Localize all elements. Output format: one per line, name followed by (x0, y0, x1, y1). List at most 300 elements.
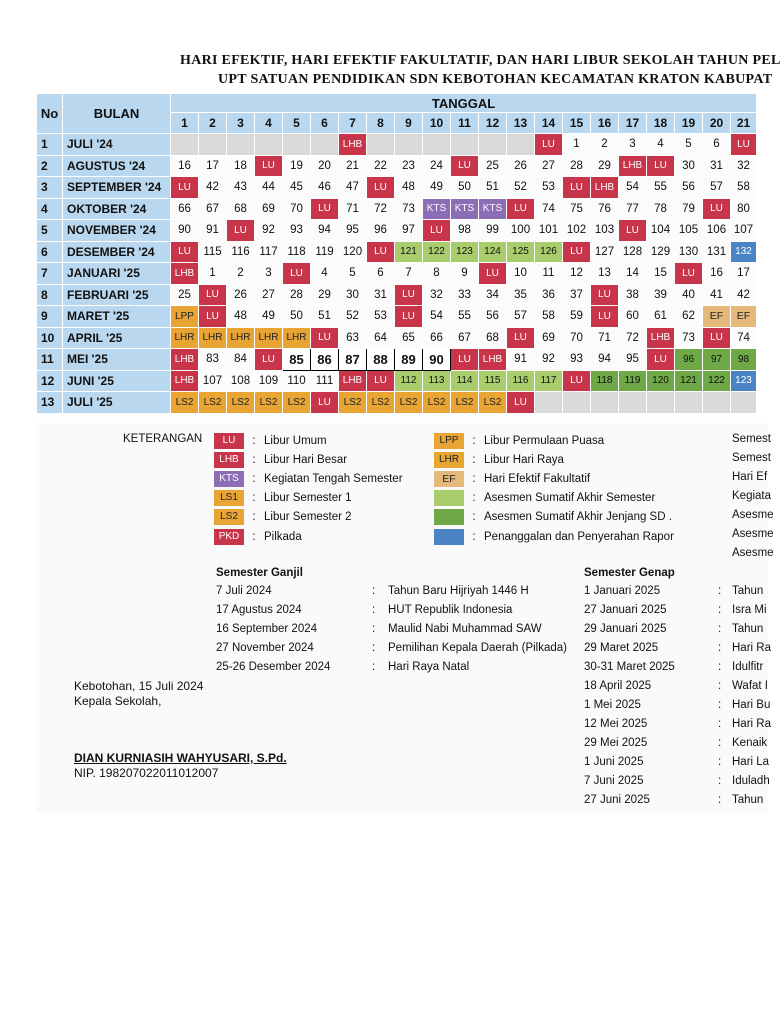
legend-text: Hari Efektif Fakultatif (484, 472, 591, 485)
day-cell: 50 (451, 177, 479, 199)
calendar-row (37, 306, 757, 328)
day-cell: 23 (395, 155, 423, 177)
day-header-13: 13 (507, 113, 535, 134)
day-cell (395, 134, 423, 156)
legend-item (434, 470, 590, 487)
day-cell: 119 (311, 241, 339, 263)
day-cell: 96 (367, 220, 395, 242)
day-cell: 98 (731, 349, 757, 371)
day-cell: 55 (451, 306, 479, 328)
event-description: Hari Ra (732, 718, 771, 730)
day-cell: 73 (395, 198, 423, 220)
day-cell: 87 (339, 349, 367, 371)
day-cell: 33 (451, 284, 479, 306)
event-date: 1 Mei 2025 (584, 699, 641, 711)
event-date: 25-26 Desember 2024 (216, 661, 331, 673)
row-number: 6 (37, 241, 63, 263)
event-date: 12 Mei 2025 (584, 718, 648, 730)
legend-swatch: LHB (214, 452, 244, 468)
legend-colon: : (252, 530, 256, 543)
day-cell: 103 (591, 220, 619, 242)
day-cell: 70 (563, 327, 591, 349)
day-cell: 101 (535, 220, 563, 242)
day-cell: LHR (283, 327, 311, 349)
row-number: 3 (37, 177, 63, 199)
day-cell: LU (367, 177, 395, 199)
day-cell: 125 (507, 241, 535, 263)
day-cell: LU (563, 177, 591, 199)
day-cell: LS2 (199, 392, 227, 414)
calendar-row (37, 155, 757, 177)
day-cell: 57 (703, 177, 731, 199)
day-cell: 69 (255, 198, 283, 220)
day-cell: 129 (647, 241, 675, 263)
day-cell: 11 (535, 263, 563, 285)
legend-colon: : (252, 492, 256, 505)
day-header-2: 2 (199, 113, 227, 134)
day-cell (367, 134, 395, 156)
day-cell: 17 (199, 155, 227, 177)
day-cell: 123 (731, 370, 757, 392)
legend-item (214, 470, 403, 487)
legend-right-text: Semest (732, 433, 771, 445)
day-cell: 32 (423, 284, 451, 306)
legend-label: KETERANGAN (123, 433, 203, 445)
day-cell: 67 (451, 327, 479, 349)
day-cell: 15 (647, 263, 675, 285)
day-cell: 32 (731, 155, 757, 177)
day-cell: 116 (507, 370, 535, 392)
day-cell: LHB (171, 263, 199, 285)
day-cell: 39 (647, 284, 675, 306)
day-cell: 52 (507, 177, 535, 199)
day-cell: LS2 (451, 392, 479, 414)
day-cell: LHB (171, 370, 199, 392)
day-cell: 118 (591, 370, 619, 392)
day-cell: LU (451, 349, 479, 371)
calendar-row (37, 198, 757, 220)
legend-colon: : (472, 434, 476, 447)
day-cell: LS2 (227, 392, 255, 414)
calendar-row (37, 220, 757, 242)
legend-swatch (434, 529, 464, 545)
legend-item (434, 528, 674, 545)
day-cell: 68 (479, 327, 507, 349)
day-cell: LU (647, 155, 675, 177)
day-cell: 95 (339, 220, 367, 242)
day-cell: LHB (619, 155, 647, 177)
day-cell (675, 392, 703, 414)
day-cell: 22 (367, 155, 395, 177)
day-cell: 42 (199, 177, 227, 199)
row-number: 12 (37, 370, 63, 392)
day-cell: 108 (227, 370, 255, 392)
day-header-21: 21 (731, 113, 757, 134)
day-cell: 1 (563, 134, 591, 156)
day-cell: LS2 (423, 392, 451, 414)
event-description: Hari Bu (732, 699, 771, 711)
calendar-row (37, 134, 757, 156)
day-cell: 29 (311, 284, 339, 306)
day-cell: 35 (507, 284, 535, 306)
day-cell: 121 (395, 241, 423, 263)
day-cell: 60 (619, 306, 647, 328)
day-cell: LU (563, 241, 591, 263)
day-header-15: 15 (563, 113, 591, 134)
day-cell: 28 (563, 155, 591, 177)
day-cell: 115 (479, 370, 507, 392)
day-cell: LU (591, 306, 619, 328)
day-cell: 25 (479, 155, 507, 177)
event-date: 18 April 2025 (584, 680, 652, 692)
day-cell: 3 (619, 134, 647, 156)
day-cell (311, 134, 339, 156)
day-cell: 30 (675, 155, 703, 177)
day-cell: 70 (283, 198, 311, 220)
day-cell: 80 (731, 198, 757, 220)
legend-item (214, 509, 352, 526)
day-cell: 59 (563, 306, 591, 328)
day-cell: 115 (199, 241, 227, 263)
day-cell: 57 (507, 306, 535, 328)
day-cell: LU (591, 284, 619, 306)
event-colon: : (718, 661, 722, 673)
day-cell: LU (647, 349, 675, 371)
day-cell: 63 (339, 327, 367, 349)
event-date: 16 September 2024 (216, 623, 318, 635)
event-date: 7 Juli 2024 (216, 585, 272, 597)
legend-text: Pilkada (264, 530, 302, 543)
day-cell: 47 (339, 177, 367, 199)
day-cell: 91 (507, 349, 535, 371)
day-cell: 68 (227, 198, 255, 220)
day-cell (535, 392, 563, 414)
day-cell: 120 (647, 370, 675, 392)
legend-text: Penanggalan dan Penyerahan Rapor (484, 530, 674, 543)
legend-colon: : (472, 453, 476, 466)
row-number: 5 (37, 220, 63, 242)
day-cell: LU (507, 198, 535, 220)
day-cell: 84 (227, 349, 255, 371)
day-header-17: 17 (619, 113, 647, 134)
day-cell: 77 (619, 198, 647, 220)
day-cell: 17 (731, 263, 757, 285)
day-cell: 71 (339, 198, 367, 220)
day-cell: LHB (647, 327, 675, 349)
month-label: JULI '25 (63, 392, 171, 414)
day-cell: LU (675, 263, 703, 285)
calendar-row (37, 327, 757, 349)
legend-item (214, 432, 327, 449)
day-cell: 95 (619, 349, 647, 371)
event-colon: : (372, 661, 376, 673)
day-cell: 66 (171, 198, 199, 220)
day-cell: LHR (227, 327, 255, 349)
title-line-1: HARI EFEKTIF, HARI EFEKTIF FAKULTATIF, DAN HARI LIBUR SEKOLAH TAHUN PEL (180, 53, 781, 68)
header-bulan: BULAN (63, 94, 171, 134)
event-colon: : (718, 604, 722, 616)
day-cell: 43 (227, 177, 255, 199)
day-cell: 109 (255, 370, 283, 392)
day-cell: LHB (339, 134, 367, 156)
day-cell (647, 392, 675, 414)
event-description: Tahun (732, 794, 764, 806)
event-description: Maulid Nabi Muhammad SAW (388, 623, 542, 635)
day-cell: LU (423, 220, 451, 242)
day-cell: 29 (591, 155, 619, 177)
event-description: Tahun Baru Hijriyah 1446 H (388, 585, 529, 597)
day-cell: 5 (339, 263, 367, 285)
month-label: NOVEMBER '24 (63, 220, 171, 242)
event-colon: : (718, 756, 722, 768)
legend-item (214, 490, 352, 507)
day-cell: 100 (507, 220, 535, 242)
legend-colon: : (472, 511, 476, 524)
day-cell: 107 (199, 370, 227, 392)
row-number: 13 (37, 392, 63, 414)
legend-text: Libur Semester 2 (264, 511, 352, 524)
event-colon: : (718, 680, 722, 692)
legend-item (214, 451, 347, 468)
event-date: 27 Juni 2025 (584, 794, 650, 806)
day-cell: 49 (423, 177, 451, 199)
day-cell: LU (451, 155, 479, 177)
row-number: 4 (37, 198, 63, 220)
day-cell: 7 (395, 263, 423, 285)
day-cell: 37 (563, 284, 591, 306)
day-cell: 104 (647, 220, 675, 242)
calendar-row (37, 284, 757, 306)
day-cell: LU (703, 327, 731, 349)
calendar-row (37, 370, 757, 392)
day-cell: LPP (171, 306, 199, 328)
legend-text: Asesmen Sumatif Akhir Jenjang SD . (484, 511, 672, 524)
day-cell: LS2 (255, 392, 283, 414)
day-cell: 5 (675, 134, 703, 156)
day-cell: 73 (675, 327, 703, 349)
day-cell: 122 (423, 241, 451, 263)
day-cell (423, 134, 451, 156)
month-label: DESEMBER '24 (63, 241, 171, 263)
legend-item (214, 528, 302, 545)
day-cell: 130 (675, 241, 703, 263)
legend-swatch: KTS (214, 471, 244, 487)
event-description: Tahun (732, 585, 764, 597)
day-cell: 94 (591, 349, 619, 371)
day-cell (227, 134, 255, 156)
day-cell: 61 (647, 306, 675, 328)
day-header-18: 18 (647, 113, 675, 134)
month-label: JULI '24 (63, 134, 171, 156)
calendar-table (36, 93, 757, 414)
event-colon: : (372, 604, 376, 616)
legend-swatch: PKD (214, 529, 244, 545)
event-date: 27 November 2024 (216, 642, 314, 654)
day-cell: 74 (731, 327, 757, 349)
day-cell: LU (255, 155, 283, 177)
day-header-8: 8 (367, 113, 395, 134)
day-cell: 94 (311, 220, 339, 242)
row-number: 1 (37, 134, 63, 156)
day-cell: 20 (311, 155, 339, 177)
day-cell: 78 (647, 198, 675, 220)
semester-ganjil-title: Semester Ganjil (216, 567, 303, 579)
day-cell: 2 (227, 263, 255, 285)
calendar-row (37, 263, 757, 285)
day-cell (283, 134, 311, 156)
day-cell: LU (395, 284, 423, 306)
day-cell: 97 (703, 349, 731, 371)
day-cell: LHB (479, 349, 507, 371)
event-description: Iduladh (732, 775, 770, 787)
day-cell: LU (535, 134, 563, 156)
semester-genap-title: Semester Genap (584, 567, 675, 579)
day-cell: EF (703, 306, 731, 328)
day-cell: 26 (227, 284, 255, 306)
legend-text: Kegiatan Tengah Semester (264, 472, 403, 485)
day-cell: 44 (255, 177, 283, 199)
day-cell: 45 (283, 177, 311, 199)
day-cell: LU (199, 284, 227, 306)
event-date: 27 Januari 2025 (584, 604, 667, 616)
day-header-12: 12 (479, 113, 507, 134)
day-cell: LU (367, 241, 395, 263)
day-cell: 54 (423, 306, 451, 328)
day-cell (451, 134, 479, 156)
row-number: 11 (37, 349, 63, 371)
day-cell: 120 (339, 241, 367, 263)
day-cell: 83 (199, 349, 227, 371)
day-header-14: 14 (535, 113, 563, 134)
day-cell: 27 (255, 284, 283, 306)
day-cell: 90 (171, 220, 199, 242)
day-cell: 122 (703, 370, 731, 392)
day-cell: 96 (675, 349, 703, 371)
day-cell: 56 (479, 306, 507, 328)
legend-item (434, 490, 655, 507)
day-cell: 14 (619, 263, 647, 285)
day-cell: 2 (591, 134, 619, 156)
day-cell: 102 (563, 220, 591, 242)
legend-colon: : (472, 530, 476, 543)
legend-text: Libur Hari Raya (484, 453, 564, 466)
day-cell: 64 (367, 327, 395, 349)
day-header-20: 20 (703, 113, 731, 134)
day-cell: LS2 (171, 392, 199, 414)
event-colon: : (718, 718, 722, 730)
day-cell: 31 (367, 284, 395, 306)
day-cell: 117 (255, 241, 283, 263)
legend-colon: : (472, 472, 476, 485)
day-cell: 9 (451, 263, 479, 285)
day-cell: LU (703, 198, 731, 220)
legend-swatch: LHR (434, 452, 464, 468)
legend-right-text: Hari Ef (732, 471, 768, 483)
event-description: Hari La (732, 756, 770, 768)
day-cell: 119 (619, 370, 647, 392)
event-colon: : (718, 775, 722, 787)
day-cell: 91 (199, 220, 227, 242)
day-cell: 79 (675, 198, 703, 220)
day-cell (731, 392, 757, 414)
legend-colon: : (252, 453, 256, 466)
month-label: JANUARI '25 (63, 263, 171, 285)
legend-text: Libur Semester 1 (264, 492, 352, 505)
day-cell: 86 (311, 349, 339, 371)
event-description: Isra Mi (732, 604, 767, 616)
day-cell: 24 (423, 155, 451, 177)
day-cell: 6 (703, 134, 731, 156)
day-cell: 110 (283, 370, 311, 392)
day-cell: LHR (255, 327, 283, 349)
day-cell (255, 134, 283, 156)
day-cell: 117 (535, 370, 563, 392)
day-cell: LU (311, 198, 339, 220)
day-cell: 72 (367, 198, 395, 220)
day-cell: LS2 (339, 392, 367, 414)
day-header-1: 1 (171, 113, 199, 134)
month-label: FEBRUARI '25 (63, 284, 171, 306)
day-cell: 124 (479, 241, 507, 263)
legend-swatch (434, 490, 464, 506)
day-cell: LU (227, 220, 255, 242)
day-cell: 58 (535, 306, 563, 328)
month-label: AGUSTUS '24 (63, 155, 171, 177)
legend-text: Libur Umum (264, 434, 327, 447)
day-cell: 127 (591, 241, 619, 263)
day-cell: 49 (255, 306, 283, 328)
day-cell: 38 (619, 284, 647, 306)
day-cell: 28 (283, 284, 311, 306)
event-description: Kenaik (732, 737, 768, 749)
day-cell: 62 (675, 306, 703, 328)
legend-right-text: Semest (732, 452, 771, 464)
day-cell: 3 (255, 263, 283, 285)
event-date: 1 Juni 2025 (584, 756, 644, 768)
day-cell: 53 (535, 177, 563, 199)
event-description: Tahun (732, 623, 764, 635)
day-cell: EF (731, 306, 757, 328)
day-cell: 8 (423, 263, 451, 285)
day-cell: 132 (731, 241, 757, 263)
day-cell: 118 (283, 241, 311, 263)
event-colon: : (372, 623, 376, 635)
day-cell: 18 (227, 155, 255, 177)
month-label: MEI '25 (63, 349, 171, 371)
legend-colon: : (472, 492, 476, 505)
legend-text: Asesmen Sumatif Akhir Semester (484, 492, 656, 505)
legend-swatch: LU (214, 433, 244, 449)
day-cell: 66 (423, 327, 451, 349)
day-cell (619, 392, 647, 414)
day-cell: 54 (619, 177, 647, 199)
day-cell: LU (171, 177, 199, 199)
day-cell: 93 (283, 220, 311, 242)
day-cell: 106 (703, 220, 731, 242)
day-cell: 21 (339, 155, 367, 177)
legend-item (434, 451, 564, 468)
day-cell: 92 (535, 349, 563, 371)
day-cell: 41 (703, 284, 731, 306)
day-cell: 97 (395, 220, 423, 242)
day-cell: 107 (731, 220, 757, 242)
day-header-7: 7 (339, 113, 367, 134)
day-cell: LS2 (479, 392, 507, 414)
legend-colon: : (252, 434, 256, 447)
event-date: 1 Januari 2025 (584, 585, 661, 597)
day-cell: 128 (619, 241, 647, 263)
event-date: 7 Juni 2025 (584, 775, 644, 787)
